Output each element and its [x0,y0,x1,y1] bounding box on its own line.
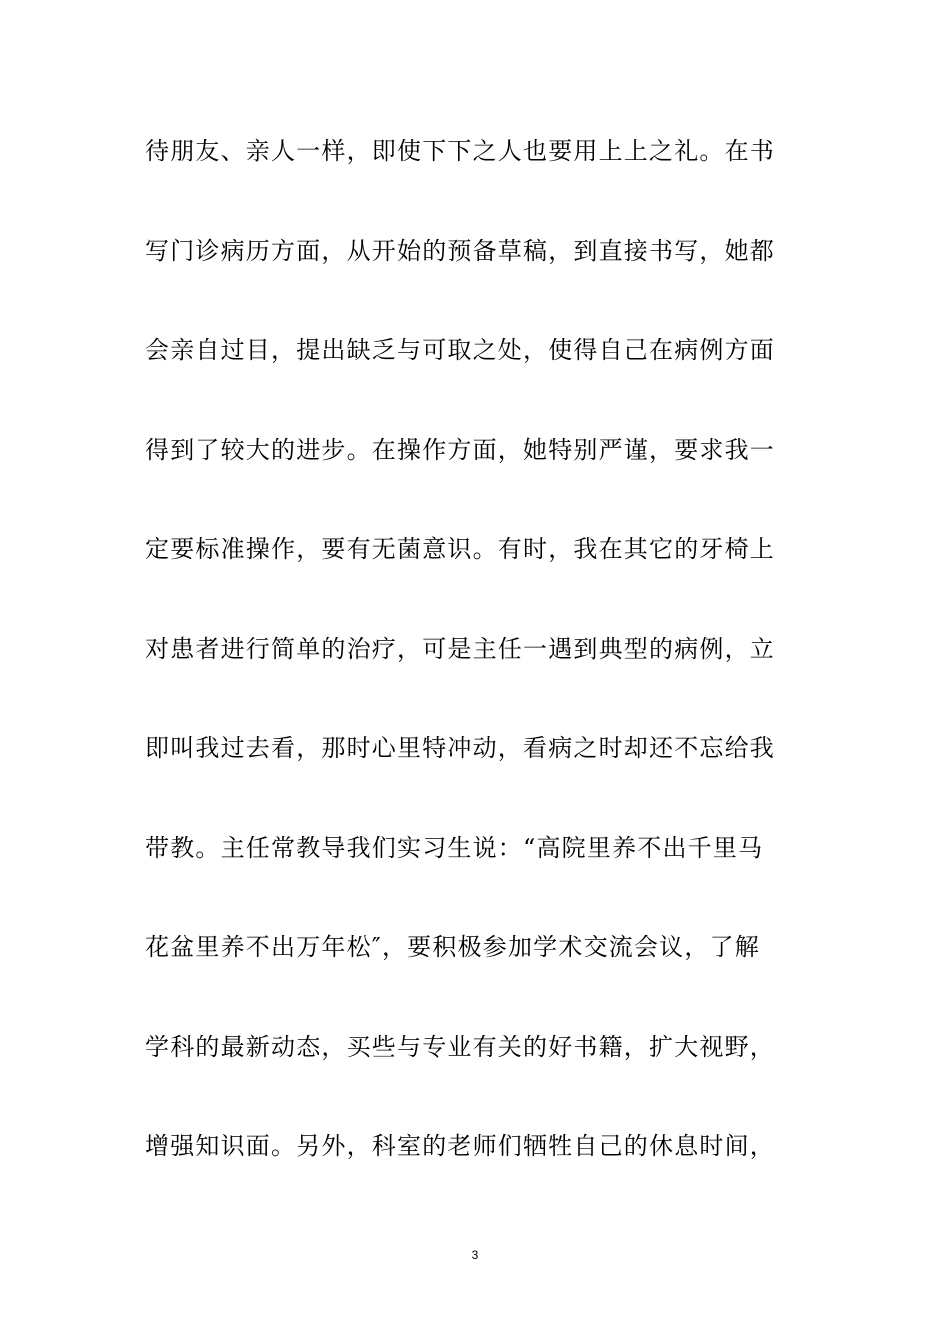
page-number: 3 [471,1248,479,1262]
text-line-5: 定要标准操作，要有无菌意识。有时，我在其它的牙椅上 [145,535,775,563]
text-line-8: 带教。主任常教导我们实习生说：“高院里养不出千里马 [145,833,764,862]
text-line-6: 对患者进行简单的治疗，可是主任一遇到典型的病例，立 [145,634,775,663]
text-line-7: 即叫我过去看，那时心里特冲动，看病之时却还不忘给我 [145,734,775,762]
text-line-10: 学科的最新动态，买些与专业有关的好书籍，扩大视野， [145,1032,775,1061]
text-line-1: 待朋友、亲人一样，即使下下之人也要用上上之礼。在书 [145,137,775,165]
body-text [145,128,825,1223]
text-line-2: 写门诊病历方面，从开始的预备草稿，到直接书写，她都 [145,236,775,265]
text-line-11: 增强知识面。另外，科室的老师们牺牲自己的休息时间， [145,1132,775,1160]
text-line-4: 得到了较大的进步。在操作方面，她特别严谨，要求我一 [145,435,775,464]
text-line-9: 花盆里养不出万年松″，要积极参加学术交流会议，了解 [145,933,760,961]
text-line-3: 会亲自过目，提出缺乏与可取之处，使得自己在病例方面 [145,336,775,364]
